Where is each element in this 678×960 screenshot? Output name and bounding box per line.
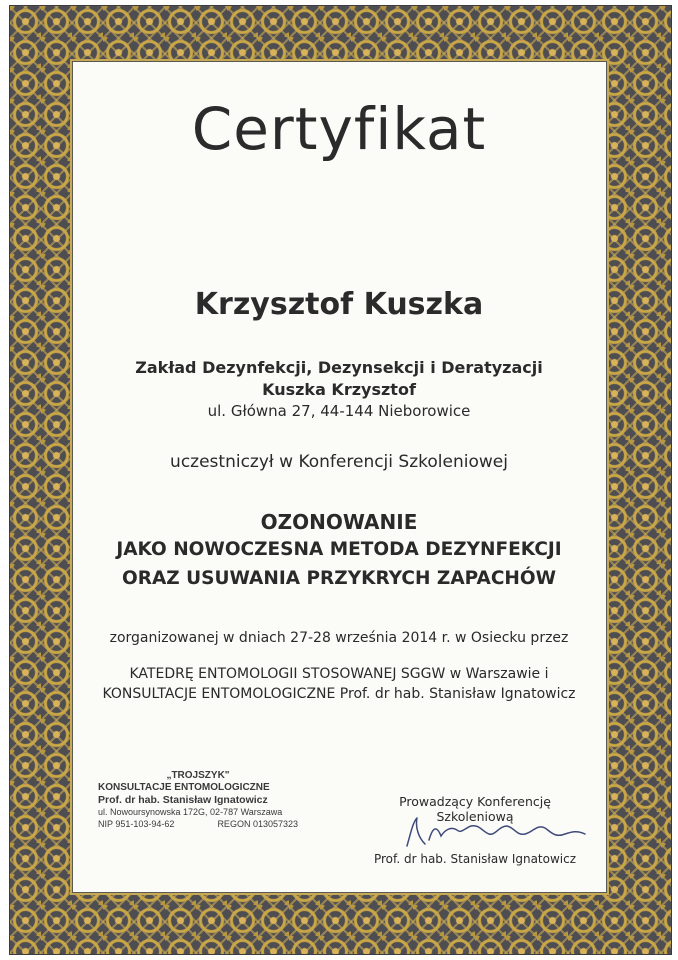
certificate-body [73,62,606,892]
company-name-line1: Zakład Dezynfekcji, Dezynsekcji i Deratyzacji [135,358,543,377]
stamp-line2: KONSULTACJE ENTOMOLOGICZNE [98,782,270,793]
topic-line3: ORAZ USUWANIA PRZYKRYCH ZAPACHÓW [121,568,557,589]
leader-name: Prof. dr hab. Stanisław Ignatowicz [373,852,577,866]
stamp-line3: Prof. dr hab. Stanisław Ignatowicz [98,794,268,806]
stamp-regon: REGON 013057323 [217,819,298,829]
company-address: ul. Główna 27, 44-144 Nieborowice [207,402,471,420]
organizer-line1: KATEDRĘ ENTOMOLOGII STOSOWANEJ SGGW w Warszawie i [129,666,549,682]
company-stamp [98,770,298,830]
organizer-line2: KONSULTACJE ENTOMOLOGICZNE Prof. dr hab. Stanisław Ignatowicz [102,686,576,702]
organized-text: zorganizowanej w dniach 27-28 września 2014 r. w Osiecku przez [109,630,569,646]
topic-line2: JAKO NOWOCZESNA METODA DEZYNFEKCJI [116,539,562,560]
recipient-name: Krzysztof Kuszka [194,287,484,322]
participation-text: uczestniczył w Konferencji Szkoleniowej [170,452,508,472]
stamp-line1: „TROJSZYK" [166,770,230,781]
company-name-line2: Kuszka Krzysztof [262,380,416,399]
leader-label: Prowadzący Konferencję Szkoleniową [399,794,551,824]
stamp-line4: ul. Nowoursynowska 172G, 02-787 Warszawa [98,807,283,817]
signature [395,812,595,852]
certificate-title: Certyfikat [191,95,487,163]
stamp-nip: NIP 951-103-94-62 [98,819,175,829]
topic-line1: OZONOWANIE [260,510,418,534]
